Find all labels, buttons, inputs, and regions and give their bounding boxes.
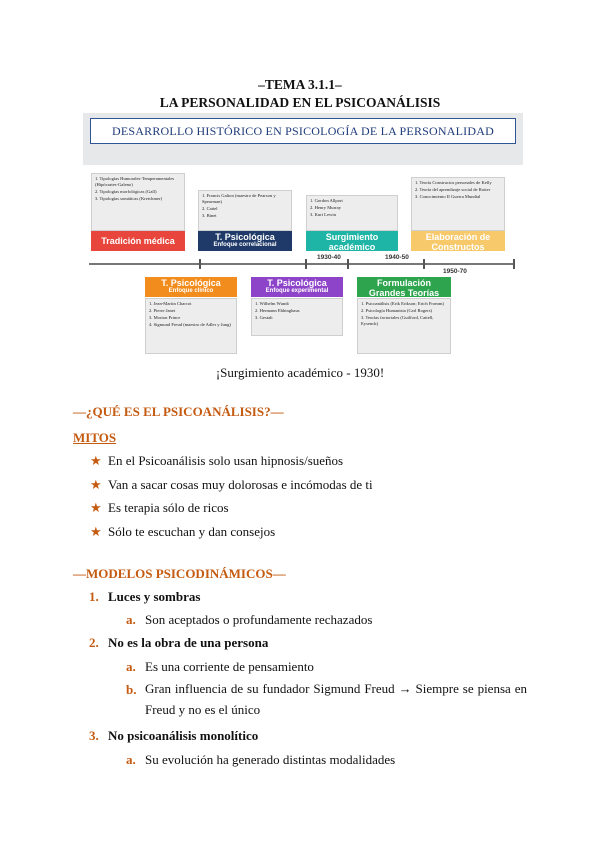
timeline-axis bbox=[89, 263, 515, 265]
list-item-text: Es terapia sólo de ricos bbox=[108, 500, 229, 515]
tema-number: –TEMA 3.1.1– bbox=[258, 77, 342, 92]
label-grandes-teorias bbox=[357, 277, 451, 297]
list-item bbox=[90, 453, 343, 469]
figure-title: DESARROLLO HISTÓRICO EN PSICOLOGÍA DE LA PERSONALIDAD bbox=[90, 118, 516, 144]
label-line: Enfoque experimental bbox=[265, 288, 329, 294]
box-item: 1. Psicoanálisis (Erik Erikson; Erich Fromm) bbox=[361, 301, 444, 306]
box-item: 2. Hermann Ebbinghaus bbox=[255, 308, 300, 314]
timeline-tick bbox=[305, 259, 307, 269]
box-item: 3. Binet bbox=[202, 212, 217, 218]
box-item: 2. Psicología Humanista (Carl Rogers) bbox=[361, 308, 433, 314]
item-number: 1. bbox=[89, 589, 99, 604]
sub-item-text: Gran influencia de su fundador Sigmund Freud → Siempre se piensa en Freud y no es el único bbox=[145, 681, 527, 717]
timeline-box-experimental bbox=[251, 298, 343, 336]
label-line: académico bbox=[328, 242, 376, 252]
label-line: T. Psicológica bbox=[215, 232, 275, 242]
figure-caption: ¡Surgimiento académico - 1930! bbox=[215, 365, 385, 380]
year-label: 1940-50 bbox=[385, 254, 409, 261]
sub-item-text: Son aceptados o profundamente rechazados bbox=[145, 612, 373, 627]
timeline-box-tradicion bbox=[91, 173, 185, 231]
box-item: 1. Teoría Constructos personales de Kelly bbox=[415, 180, 492, 185]
sub-item-letter: a. bbox=[126, 752, 136, 767]
item-title: No es la obra de una persona bbox=[108, 635, 269, 650]
list-item-text: En el Psicoanálisis solo usan hipnosis/sueños bbox=[108, 453, 344, 468]
timeline-tick bbox=[513, 259, 515, 269]
box-item: 1. Gordon Allport bbox=[310, 198, 343, 203]
list-item bbox=[90, 477, 373, 493]
sub-item bbox=[126, 612, 372, 628]
timeline-box-clinico bbox=[145, 298, 237, 354]
label-correlacional bbox=[198, 231, 292, 251]
list-item-text: Van a sacar cosas muy dolorosas e incómodas de ti bbox=[108, 477, 373, 492]
label-surgimiento bbox=[306, 231, 398, 251]
timeline-figure bbox=[83, 113, 523, 357]
page-title: LA PERSONALIDAD EN EL PSICOANÁLISIS bbox=[159, 95, 441, 110]
label-constructos bbox=[411, 231, 505, 251]
label-line: Constructos bbox=[431, 242, 485, 252]
year-label: 1930-40 bbox=[317, 254, 341, 261]
star-icon: ★ bbox=[90, 500, 102, 515]
timeline-tick bbox=[347, 259, 349, 269]
sub-item-letter: b. bbox=[126, 682, 137, 697]
label-line: Enfoque correlacional bbox=[213, 242, 277, 248]
label-line: Tradición médica bbox=[101, 236, 175, 246]
label-line: Formulación bbox=[376, 278, 431, 288]
sub-item bbox=[126, 682, 145, 698]
timeline-tick bbox=[423, 259, 425, 269]
sub-item-text: Su evolución ha generado distintas modalidades bbox=[145, 752, 396, 767]
label-tradicion-medica bbox=[91, 231, 185, 251]
sub-item bbox=[126, 752, 395, 768]
box-item: 3. Teorías factoriales (Guilford, Cattell, Eysenck) bbox=[361, 315, 434, 326]
label-line: T. Psicológica bbox=[161, 278, 221, 288]
box-item: 1. Tipologías Humorales-Temperamentales (Hipócrates-Galeno) bbox=[95, 176, 175, 187]
list-item bbox=[90, 500, 229, 516]
section-heading-modelos: —MODELOS PSICODINÁMICOS— bbox=[73, 566, 286, 581]
year-label: 1950-70 bbox=[443, 268, 467, 275]
box-item: 2. Tipologías morfológicas (Gall) bbox=[95, 188, 157, 194]
numbered-item bbox=[89, 635, 268, 651]
item-title: No psicoanálisis monolítico bbox=[108, 728, 259, 743]
numbered-item bbox=[89, 589, 200, 605]
timeline-box-grandes-teorias bbox=[357, 298, 451, 354]
timeline-box-surgimiento bbox=[306, 195, 398, 231]
box-item: 3. Conocimiento II Guerra Mundial bbox=[415, 194, 481, 200]
box-item: 3. Kurt Lewin bbox=[310, 212, 336, 218]
sub-item bbox=[126, 659, 314, 675]
label-line: Elaboración de bbox=[425, 232, 491, 242]
sub-item-letter: a. bbox=[126, 612, 136, 627]
item-number: 3. bbox=[89, 728, 99, 743]
star-icon: ★ bbox=[90, 453, 102, 468]
subheading-mitos: MITOS bbox=[73, 430, 117, 445]
section-heading-psicoanalisis: —¿QUÉ ES EL PSICOANÁLISIS?— bbox=[73, 404, 284, 419]
item-number: 2. bbox=[89, 635, 99, 650]
box-item: 2. Cattel bbox=[202, 205, 218, 211]
box-item: 4. Sigmund Freud (maestro de Adler y Jung) bbox=[149, 322, 231, 328]
timeline-box-constructos bbox=[411, 177, 505, 231]
timeline-box-correlacional bbox=[198, 190, 292, 231]
sub-item-letter: a. bbox=[126, 659, 136, 674]
star-icon: ★ bbox=[90, 477, 102, 492]
timeline-tick bbox=[199, 259, 201, 269]
sub-item-text: Es una corriente de pensamiento bbox=[145, 659, 314, 674]
box-item: 2. Pierre Janet bbox=[149, 308, 176, 314]
box-item: 2. Henry Murray bbox=[310, 205, 341, 211]
label-line: T. Psicológica bbox=[267, 278, 327, 288]
list-item bbox=[90, 524, 275, 540]
box-item: 1. Jean-Martin Charcot bbox=[149, 301, 192, 306]
box-item: 1. Francis Galton (maestro de Pearson y Spearman) bbox=[202, 193, 276, 204]
label-clinico bbox=[145, 277, 237, 297]
box-item: 1. Wilhelm Wundt bbox=[255, 301, 289, 306]
label-line: Grandes Teorías bbox=[368, 288, 440, 298]
label-line: Enfoque clínico bbox=[168, 288, 214, 294]
item-title: Luces y sombras bbox=[108, 589, 201, 604]
label-line: Surgimiento bbox=[325, 232, 379, 242]
box-item: 3. Gestalt bbox=[255, 315, 273, 321]
box-item: 3. Morton Prince bbox=[149, 315, 181, 321]
numbered-item bbox=[89, 728, 258, 744]
list-item-text: Sólo te escuchan y dan consejos bbox=[108, 524, 276, 539]
label-experimental bbox=[251, 277, 343, 297]
star-icon: ★ bbox=[90, 524, 102, 539]
box-item: 3. Tipologías somáticas (Kretchmer) bbox=[95, 195, 163, 201]
box-item: 2. Teoría del aprendizaje social de Rotter bbox=[415, 187, 491, 193]
